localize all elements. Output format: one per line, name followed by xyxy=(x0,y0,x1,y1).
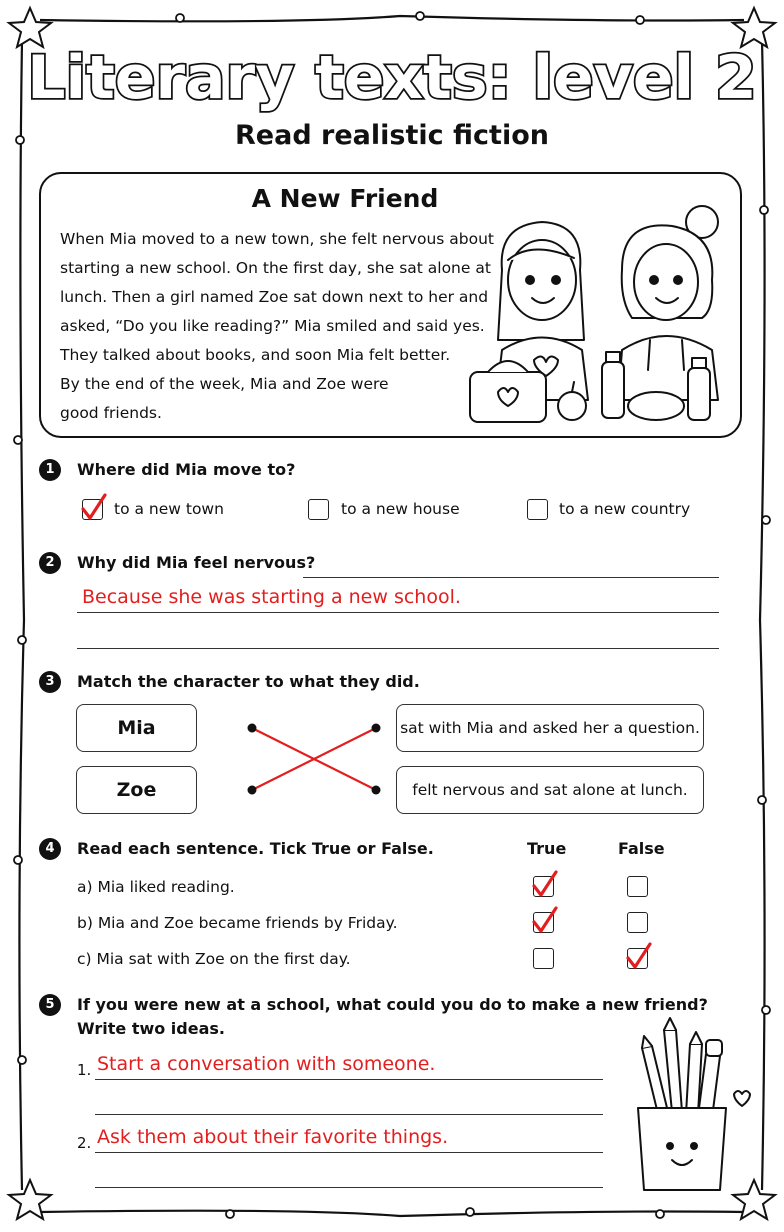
question-5-text: If you were new at a school, what could you do to make a new friend? xyxy=(77,995,708,1014)
match-dot[interactable] xyxy=(372,724,381,733)
answer-number: 1. xyxy=(77,1061,92,1079)
question-2-text: Why did Mia feel nervous? xyxy=(77,553,316,572)
question-number: 3 xyxy=(39,671,61,693)
q5-answer-2-text[interactable]: Ask them about their favorite things. xyxy=(97,1126,449,1148)
description-box-2[interactable]: felt nervous and sat alone at lunch. xyxy=(396,766,704,814)
story-line: asked, “Do you like reading?” Mia smiled and said yes. xyxy=(60,317,485,335)
description-box-1[interactable]: sat with Mia and asked her a question. xyxy=(396,704,704,752)
character-box-mia[interactable]: Mia xyxy=(76,704,197,752)
checkmark-icon xyxy=(534,908,556,931)
story-line: They talked about books, and soon Mia felt better. xyxy=(60,346,451,364)
true-column-header: True xyxy=(527,839,567,858)
story-line: By the end of the week, Mia and Zoe were xyxy=(60,375,389,393)
question-3-text: Match the character to what they did. xyxy=(77,672,420,691)
tf-statement: c) Mia sat with Zoe on the first day. xyxy=(77,950,351,968)
tf-statement: a) Mia liked reading. xyxy=(77,878,235,896)
checkmark-icon xyxy=(628,944,650,967)
checkmark-icon xyxy=(534,872,556,895)
page-title-text: Literary texts: level 2 xyxy=(27,43,757,113)
question-number: 5 xyxy=(39,994,61,1016)
match-dot[interactable] xyxy=(248,786,257,795)
question-number: 1 xyxy=(39,459,61,481)
tf-statement: b) Mia and Zoe became friends by Friday. xyxy=(77,914,398,932)
q2-answer-text[interactable]: Because she was starting a new school. xyxy=(82,586,461,608)
question-5-subtext: Write two ideas. xyxy=(77,1019,225,1038)
q5-answer-1-text[interactable]: Start a conversation with someone. xyxy=(97,1053,436,1075)
q1-option-2-label: to a new house xyxy=(341,500,460,518)
question-number: 4 xyxy=(39,838,61,860)
story-line: good friends. xyxy=(60,404,162,422)
character-box-zoe[interactable]: Zoe xyxy=(76,766,197,814)
page-subtitle: Read realistic fiction xyxy=(235,120,549,151)
match-dot[interactable] xyxy=(372,786,381,795)
match-dot[interactable] xyxy=(248,724,257,733)
false-column-header: False xyxy=(618,839,665,858)
story-title: A New Friend xyxy=(251,184,439,213)
answer-number: 2. xyxy=(77,1134,92,1152)
question-1-text: Where did Mia move to? xyxy=(77,460,296,479)
question-number: 2 xyxy=(39,552,61,574)
q1-option-1-label: to a new town xyxy=(114,500,224,518)
q1-option-3-label: to a new country xyxy=(559,500,691,518)
story-line: starting a new school. On the first day, she sat alone at xyxy=(60,259,491,277)
story-line: lunch. Then a girl named Zoe sat down next to her and xyxy=(60,288,489,306)
question-4-text: Read each sentence. Tick True or False. xyxy=(77,839,434,858)
story-line: When Mia moved to a new town, she felt nervous about xyxy=(60,230,494,248)
matching-lines xyxy=(248,724,381,795)
checkmark-icon xyxy=(83,495,105,518)
